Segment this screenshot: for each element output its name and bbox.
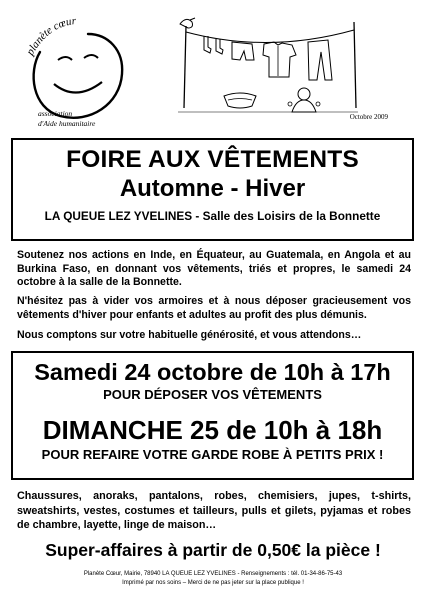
promo-line: Super-affaires à partir de 0,50€ la pièce ! [45, 540, 381, 560]
logo-arc-text: planète cœur [24, 15, 77, 58]
logo-association-text: association [38, 109, 73, 118]
schedule-day1: Samedi 24 octobre de 10h à 17h [34, 359, 391, 385]
schedule-box [11, 351, 414, 480]
clothesline-illustration [168, 12, 366, 120]
donation-paragraph: N'hésitez pas à vider vos armoires et à nous déposer gracieusement vos vêtements d'hiver pour enfants et adultes au profit des plus démunis. [17, 295, 411, 321]
date-note: Octobre 2009 [349, 113, 388, 121]
intro-paragraph: Soutenez nos actions en Inde, en Équateur, au Guatemala, en Angola et au Burkina Faso, en donnant vos vêtements, triés et propres, le samedi 24 octobre à la salle de la Bonnette. [17, 249, 411, 288]
event-title: FOIRE AUX VÊTEMENTS [66, 146, 359, 173]
event-subtitle: Automne - Hiver [119, 175, 306, 202]
schedule-day2: DIMANCHE 25 de 10h à 18h [42, 415, 383, 445]
event-header-box [11, 138, 414, 241]
schedule-day1-note: POUR DÉPOSER VOS VÊTEMENTS [103, 387, 322, 402]
closing-paragraph: Nous comptons sur votre habituelle générosité, et vous attendons… [17, 329, 362, 341]
event-location: LA QUEUE LEZ YVELINES - Salle des Loisirs de la Bonnette [44, 209, 381, 223]
schedule-day2-note: POUR REFAIRE VOTRE GARDE ROBE À PETITS PRIX ! [41, 447, 384, 462]
footer-contact: Planète Cœur, Mairie, 78940 LA QUEUE LEZ YVELINES - Renseignements : tél. 01-34-86-75-43 [83, 571, 343, 577]
footer-note: Imprimé par nos soins – Merci de ne pas jeter sur la place publique ! [122, 580, 304, 586]
items-list: Chaussures, anoraks, pantalons, robes, chemisiers, jupes, t-shirts, sweatshirts, vestes, costumes et tailleurs, pulls et gilets, pyjamas et robes de chambre, layette, linge de maison… [17, 490, 411, 531]
logo-aide-text: d'Aide humanitaire [38, 119, 96, 128]
planete-coeur-logo [18, 12, 136, 134]
